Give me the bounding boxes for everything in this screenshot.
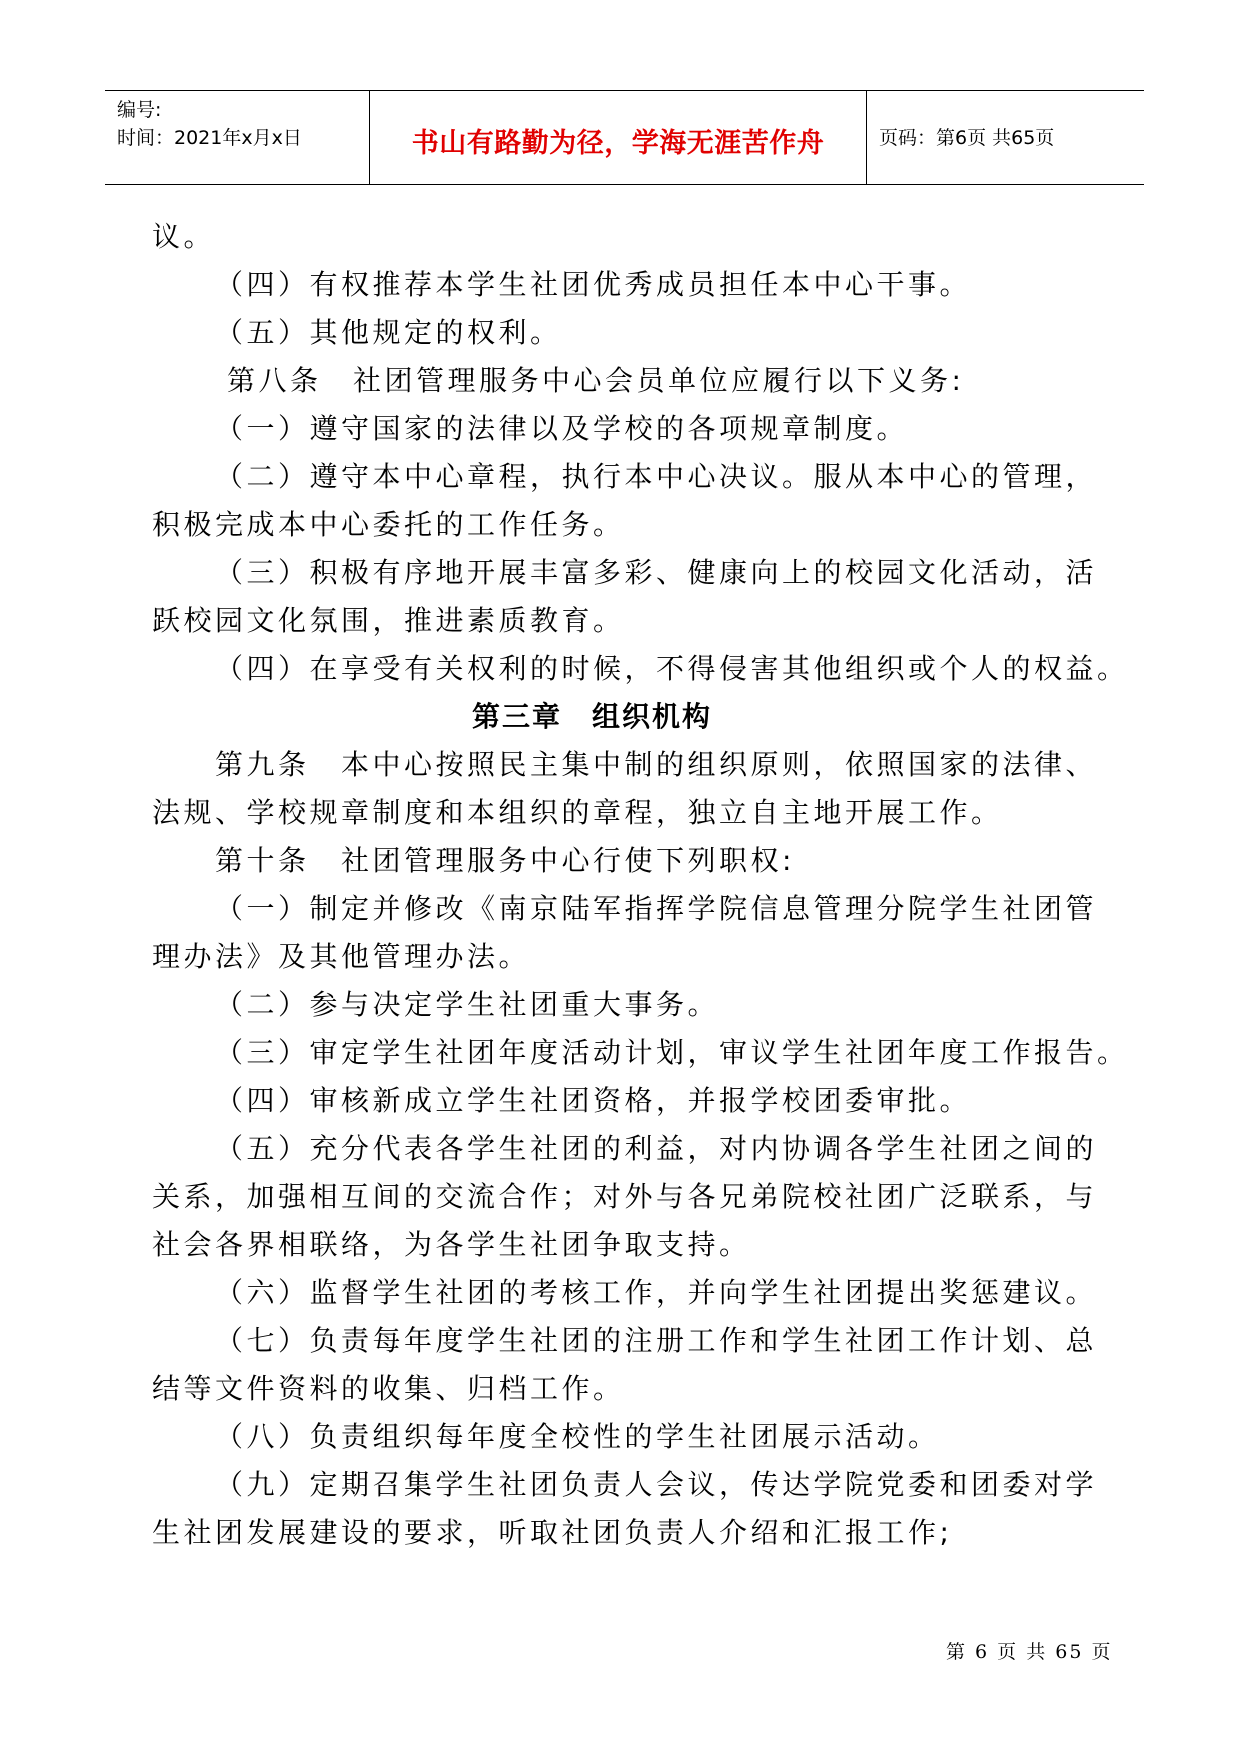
paragraph-line: 关系，加强相互间的交流合作；对外与各兄弟院校社团广泛联系，与 [152,1180,1098,1213]
article-heading-10: 第十条 社团管理服务中心行使下列职权: [215,844,795,877]
paragraph-line: 生社团发展建设的要求，听取社团负责人介绍和汇报工作; [152,1516,953,1549]
paragraph-line: （四）在享受有关权利的时候，不得侵害其他组织或个人的权益。 [215,652,1129,685]
paragraph-line: （三）积极有序地开展丰富多彩、健康向上的校园文化活动，活 [215,556,1098,589]
page-header [105,90,1144,185]
header-page-cell [867,91,1144,184]
paragraph-line: 结等文件资料的收集、归档工作。 [152,1372,625,1405]
header-motto: 书山有路勤为径，学海无涯苦作舟 [411,128,825,159]
article-heading-9: 第九条 本中心按照民主集中制的组织原则，依照国家的法律、 [215,748,1098,781]
page-footer: 第 6 页 共 65 页 [946,1641,1113,1663]
paragraph-line: （三）审定学生社团年度活动计划，审议学生社团年度工作报告。 [215,1036,1129,1069]
paragraph-line: （七）负责每年度学生社团的注册工作和学生社团工作计划、总 [215,1324,1098,1357]
chapter-title: 第三章 组织机构 [471,700,712,733]
document-body [152,213,1129,1557]
header-info-cell [105,91,370,184]
article-heading-8: 第八条 社团管理服务中心会员单位应履行以下义务: [227,364,965,397]
paragraph-line: （二）遵守本中心章程，执行本中心决议。服从本中心的管理， [215,460,1098,493]
document-time-label: 时间：2021年x月x日 [117,127,302,149]
paragraph-line: （五）充分代表各学生社团的利益，对内协调各学生社团之间的 [215,1132,1098,1165]
paragraph-line: （二）参与决定学生社团重大事务。 [215,988,720,1021]
paragraph-line: （一）制定并修改《南京陆军指挥学院信息管理分院学生社团管 [215,892,1098,925]
paragraph-line: （六）监督学生社团的考核工作，并向学生社团提出奖惩建议。 [215,1276,1098,1309]
paragraph-line: （九）定期召集学生社团负责人会议，传达学院党委和团委对学 [215,1468,1098,1501]
paragraph-line: （八）负责组织每年度全校性的学生社团展示活动。 [215,1420,940,1453]
document-number-label: 编号: [117,99,162,121]
paragraph-line: 社会各界相联络，为各学生社团争取支持。 [152,1228,751,1261]
paragraph-line: 理办法》及其他管理办法。 [152,940,531,973]
paragraph-line: （四）审核新成立学生社团资格，并报学校团委审批。 [215,1084,972,1117]
paragraph-line: （一）遵守国家的法律以及学校的各项规章制度。 [215,412,909,445]
paragraph-line: （四）有权推荐本学生社团优秀成员担任本中心干事。 [215,268,972,301]
paragraph-line: 跃校园文化氛围，推进素质教育。 [152,604,625,637]
paragraph-line: 议。 [152,220,216,253]
paragraph-line: 积极完成本中心委托的工作任务。 [152,508,625,541]
paragraph-line: 法规、学校规章制度和本组织的章程，独立自主地开展工作。 [152,796,1003,829]
paragraph-line: （五）其他规定的权利。 [215,316,562,349]
header-motto-cell [370,91,867,184]
header-page-number: 页码：第6页 共65页 [879,127,1055,149]
